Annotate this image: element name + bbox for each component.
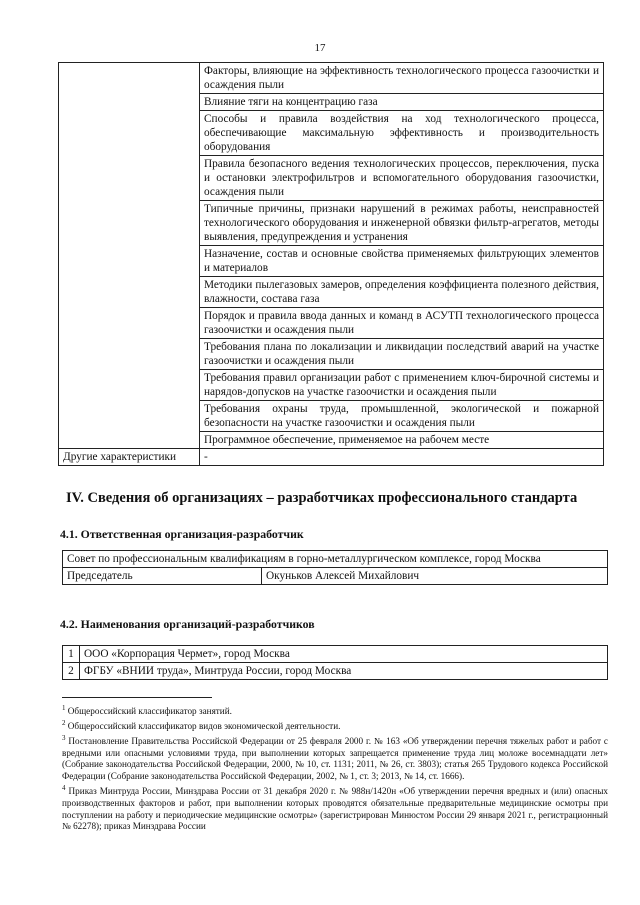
responsible-org-name: Совет по профессиональным квалификациям в горно-металлургическом комплексе, город Москва	[63, 551, 608, 568]
table-row	[63, 568, 608, 585]
footnote-text: Общероссийский классификатор видов экономической деятельности.	[65, 720, 341, 731]
org-name: ФГБУ «ВНИИ труда», Минтруда России, город Москва	[80, 663, 608, 680]
requirements-table	[58, 62, 604, 466]
table-row	[63, 663, 608, 680]
page-number: 17	[314, 42, 326, 54]
knowledge-item: Способы и правила воздействия на ход технологического процесса, обеспечивающие максимальную эффективность и производительность оборудования	[200, 111, 604, 156]
table-row	[59, 63, 604, 94]
footnote-text: Общероссийский классификатор занятий.	[65, 706, 232, 717]
knowledge-item: Типичные причины, признаки нарушений в режимах работы, неисправностей технологического оборудования и инженерной обвязки фильтр-агрегатов, методы выявления, предупреждения и устранения	[200, 201, 604, 246]
footnote	[62, 733, 608, 783]
subsection-title-responsible: 4.1. Ответственная организация-разработчик	[60, 527, 304, 541]
table-row	[59, 449, 604, 466]
table-row	[63, 551, 608, 568]
knowledge-item: Назначение, состав и основные свойства применяемых фильтрующих элементов и материалов	[200, 246, 604, 277]
footnote-text: Постановление Правительства Российской Федерации от 25 февраля 2000 г. № 163 «Об утверждении перечня тяжелых работ и работ с вредными или опасными условиями труда, при выполнении которых запрещается применение труда лиц моложе восемнадцати лет» (Собрание законодательства Российской Федерации, 2000, № 10, ст. 1131; 2011, № 26, ст. 3803); статья 265 Трудового кодекса Российской Федерации (Собрание законодательства Российской Федерации, 2002, № 1, ст. 3; 2013, № 14, ст. 1666).	[62, 735, 608, 782]
subsection-title-developers: 4.2. Наименования организаций-разработчиков	[60, 617, 315, 631]
footnote-mark: 4	[62, 783, 66, 792]
other-characteristics-value: -	[200, 449, 604, 466]
org-number: 1	[63, 646, 80, 663]
knowledge-item: Влияние тяги на концентрацию газа	[200, 94, 604, 111]
knowledge-item: Порядок и правила ввода данных и команд в АСУТП технологического процесса газоочистки и осаждения пыли	[200, 308, 604, 339]
footnotes	[62, 703, 608, 833]
developer-orgs-table	[62, 645, 608, 680]
footnote	[62, 718, 608, 733]
responsible-org-table	[62, 550, 608, 585]
footnote-text: Приказ Минтруда России, Минздрава России от 31 декабря 2020 г. № 988н/1420н «Об утверждении перечня вредных и (или) опасных производственных факторов и работ, при выполнении которых проводятся обязательные предварительные медицинские осмотры при поступлении на работу и периодические медицинские осмотры» (зарегистрирован Минюстом России 29 января 2021 г., регистрационный № 62278); приказ Минздрава России	[62, 786, 608, 832]
footnote-mark: 1	[62, 704, 66, 712]
knowledge-item: Программное обеспечение, применяемое на рабочем месте	[200, 432, 604, 449]
footnote	[62, 703, 608, 718]
other-characteristics-label: Другие характеристики	[59, 449, 200, 466]
footnote-mark: 2	[62, 718, 66, 727]
org-number: 2	[63, 663, 80, 680]
knowledge-item: Методики пылегазовых замеров, определения коэффициента полезного действия, влажности, состава газа	[200, 277, 604, 308]
left-cell-empty	[59, 63, 200, 449]
chair-role: Председатель	[63, 568, 262, 585]
knowledge-item: Требования охраны труда, промышленной, экологической и пожарной безопасности на участке газоочистки и осаждения пыли	[200, 401, 604, 432]
knowledge-item: Требования правил организации работ с применением ключ-бирочной системы и нарядов-допусков на участке газоочистки и осаждения пыли	[200, 370, 604, 401]
footnote	[62, 783, 608, 833]
chair-name: Окуньков Алексей Михайлович	[262, 568, 608, 585]
org-name: ООО «Корпорация Чермет», город Москва	[80, 646, 608, 663]
footnote-mark: 3	[62, 733, 66, 742]
section-title: IV. Сведения об организациях – разработчиках профессионального стандарта	[66, 490, 578, 506]
footnote-divider	[62, 697, 212, 698]
table-row	[63, 646, 608, 663]
knowledge-item: Факторы, влияющие на эффективность технологического процесса газоочистки и осаждения пыли	[200, 63, 604, 94]
knowledge-item: Правила безопасного ведения технологических процессов, переключения, пуска и остановки электрофильтров и вспомогательного оборудования газоочистки, осаждения пыли	[200, 156, 604, 201]
knowledge-item: Требования плана по локализации и ликвидации последствий аварий на участке газоочистки и осаждения пыли	[200, 339, 604, 370]
